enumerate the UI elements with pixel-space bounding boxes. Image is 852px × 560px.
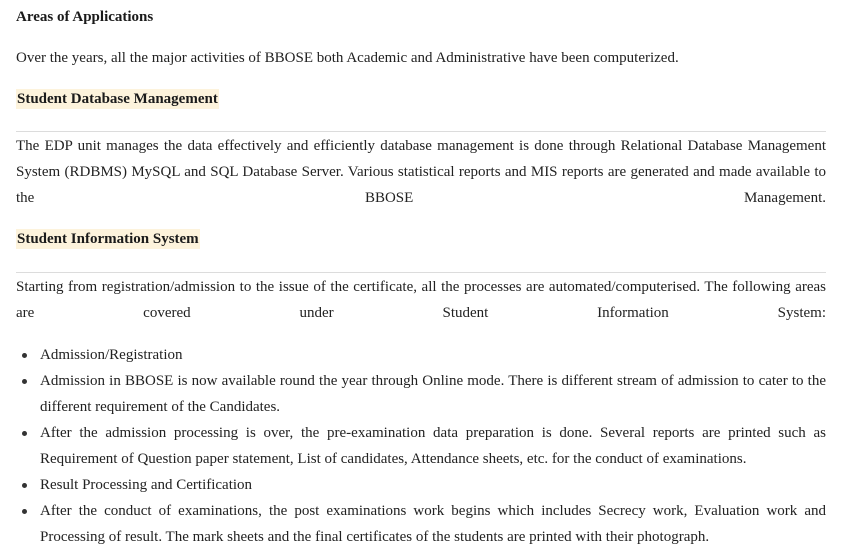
list-item	[16, 472, 826, 498]
section-title-student-information: Student Information System	[17, 231, 199, 247]
list-item-text: After the conduct of examinations, the post examinations work begins which includes Secrecy work, Evaluation work and Processing of result. The mark sheets and the final certificates of the students are printed with their photograph.	[40, 503, 826, 545]
list-item	[16, 342, 826, 368]
bullet-dot-icon	[22, 353, 27, 358]
section-paragraph-student-database: The EDP unit manages the data effectively and efficiently database management is done through Relational Database Management System (RDBMS) MySQL and SQL Database Server. Various statistical reports and MIS reports are generated and made available to the BBOSE Management.	[16, 138, 826, 206]
bullet-dot-icon	[22, 431, 27, 436]
list-item-text: Admission in BBOSE is now available round the year through Online mode. There is different stream of admission to cater to the different requirement of the Candidates.	[40, 373, 826, 415]
bullet-list	[16, 342, 826, 550]
list-item	[16, 420, 826, 472]
bullet-dot-icon	[22, 379, 27, 384]
bullet-dot-icon	[22, 483, 27, 488]
list-item	[16, 368, 826, 420]
intro-text: Over the years, all the major activities of BBOSE both Academic and Administrative have been computerized.	[16, 50, 679, 66]
section-divider	[16, 272, 826, 273]
list-item-text: Result Processing and Certification	[40, 477, 253, 493]
section-divider	[16, 131, 826, 132]
section-title-student-database: Student Database Management	[17, 91, 218, 107]
bullet-dot-icon	[22, 509, 27, 514]
section-paragraph-student-information: Starting from registration/admission to the issue of the certificate, all the processes are automated/computerised. The following areas are covered under Student Information System:	[16, 279, 826, 321]
page-heading: Areas of Applications	[16, 9, 154, 25]
list-item-text: Admission/Registration	[40, 347, 183, 363]
list-item-text: After the admission processing is over, the pre-examination data preparation is done. Several reports are printed such as Requirement of Question paper statement, List of candidates, Attendance sheets, etc. for the conduct of examinations.	[40, 425, 826, 467]
list-item	[16, 498, 826, 550]
